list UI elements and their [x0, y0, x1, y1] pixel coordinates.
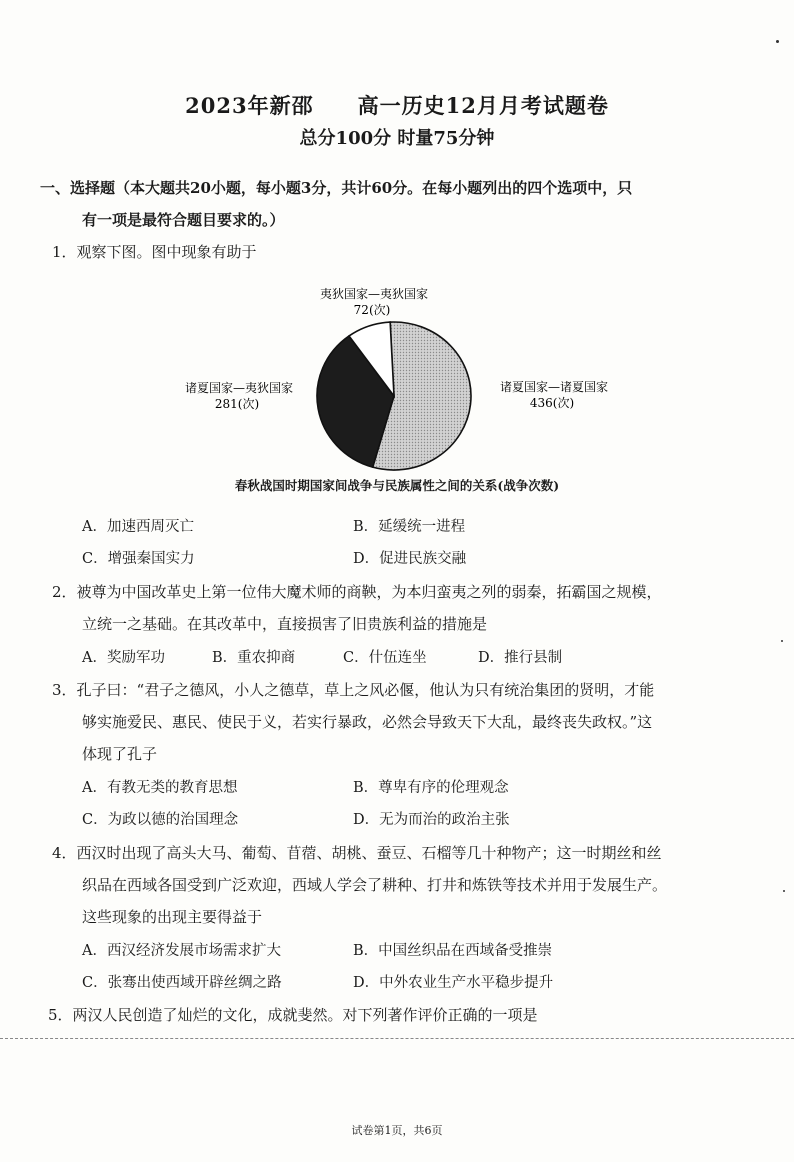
q1-option-a: A．加速西周灭亡	[82, 519, 194, 535]
page-footer: 试卷第1页，共6页	[351, 1124, 443, 1137]
q3-option-b: B．尊卑有序的伦理观念	[353, 780, 509, 796]
question-3-stem-3: 体现了孔子	[82, 745, 158, 763]
q3-option-a: A．有教无类的教育思想	[82, 780, 238, 796]
q2-option-a: A．奖励军功	[82, 650, 165, 666]
scan-speck	[783, 890, 785, 892]
q4-option-a: A．西汉经济发展市场需求扩大	[82, 943, 281, 959]
page-subtitle: 总分100分 时量75分钟	[299, 128, 495, 149]
q2-option-c: C．什伍连坐	[343, 650, 427, 666]
pie-count-yd-yd: 72(次)	[353, 303, 391, 317]
q4-option-b: B．中国丝织品在西域备受推崇	[353, 943, 553, 959]
pie-slices	[317, 322, 471, 470]
question-5-stem: 5．两汉人民创造了灿烂的文化，成就斐然。对下列著作评价正确的一项是	[48, 1006, 538, 1024]
question-2-stem-1: 2．被尊为中国改革史上第一位伟大魔术师的商鞅，为本归蛮夷之列的弱秦，拓霸国之规模，	[52, 583, 662, 601]
q3-option-c: C．为政以德的治国理念	[82, 812, 239, 828]
chart-caption: 春秋战国时期国家间战争与民族属性之间的关系(战争次数)	[234, 478, 560, 493]
question-2-stem-2: 立统一之基础。在其改革中，直接损害了旧贵族利益的措施是	[82, 615, 488, 633]
question-4-stem-2: 织品在西域各国受到广泛欢迎，西域人学会了耕种、打井和炼铁等技术并用于发展生产。	[82, 876, 668, 894]
question-4-stem-3: 这些现象的出现主要得益于	[82, 908, 263, 926]
q4-option-d: D．中外农业生产水平稳步提升	[353, 975, 554, 991]
q3-option-d: D．无为而治的政治主张	[353, 812, 510, 828]
question-4-stem-1: 4．西汉时出现了高头大马、葡萄、苜蓿、胡桃、蚕豆、石榴等几十种物产；这一时期丝和丝	[52, 844, 662, 862]
pie-count-zx-zx: 436(次)	[529, 396, 575, 410]
title-left: 2023年新邵	[185, 93, 314, 118]
pie-label-zx-zx: 诸夏国家—诸夏国家	[499, 380, 609, 394]
pie-label-zx-yd: 诸夏国家—夷狄国家	[184, 381, 294, 395]
pie-label-yd-yd: 夷狄国家—夷狄国家	[319, 287, 429, 301]
q2-option-b: B．重农抑商	[212, 650, 296, 666]
question-3-stem-1: 3．孔子曰：“君子之德风，小人之德草，草上之风必偃，他认为只有统治集团的贤明，才能	[52, 681, 655, 699]
title-right: 高一历史12月月考试题卷	[357, 93, 609, 118]
question-3-stem-2: 够实施爱民、惠民、使民于义，若实行暴政，必然会导致天下大乱，最终丧失政权。”这	[82, 713, 653, 731]
scan-speck	[781, 640, 783, 642]
section-heading-line1: 一、选择题（本大题共20小题，每小题3分，共计60分。在每小题列出的四个选项中，只	[40, 179, 633, 197]
q4-option-c: C．张骞出使西域开辟丝绸之路	[82, 975, 282, 991]
q2-option-d: D．推行县制	[478, 650, 563, 666]
page-divider	[0, 1038, 794, 1039]
pie-count-zx-yd: 281(次)	[214, 397, 260, 411]
q1-option-c: C．增强秦国实力	[82, 551, 195, 567]
q1-option-b: B．延缓统一进程	[353, 519, 466, 535]
section-heading-line2: 有一项是最符合题目要求的。）	[82, 211, 285, 229]
scan-speck	[776, 40, 779, 43]
q1-option-d: D．促进民族交融	[353, 551, 467, 567]
question-1-stem: 1．观察下图。图中现象有助于	[52, 243, 257, 261]
